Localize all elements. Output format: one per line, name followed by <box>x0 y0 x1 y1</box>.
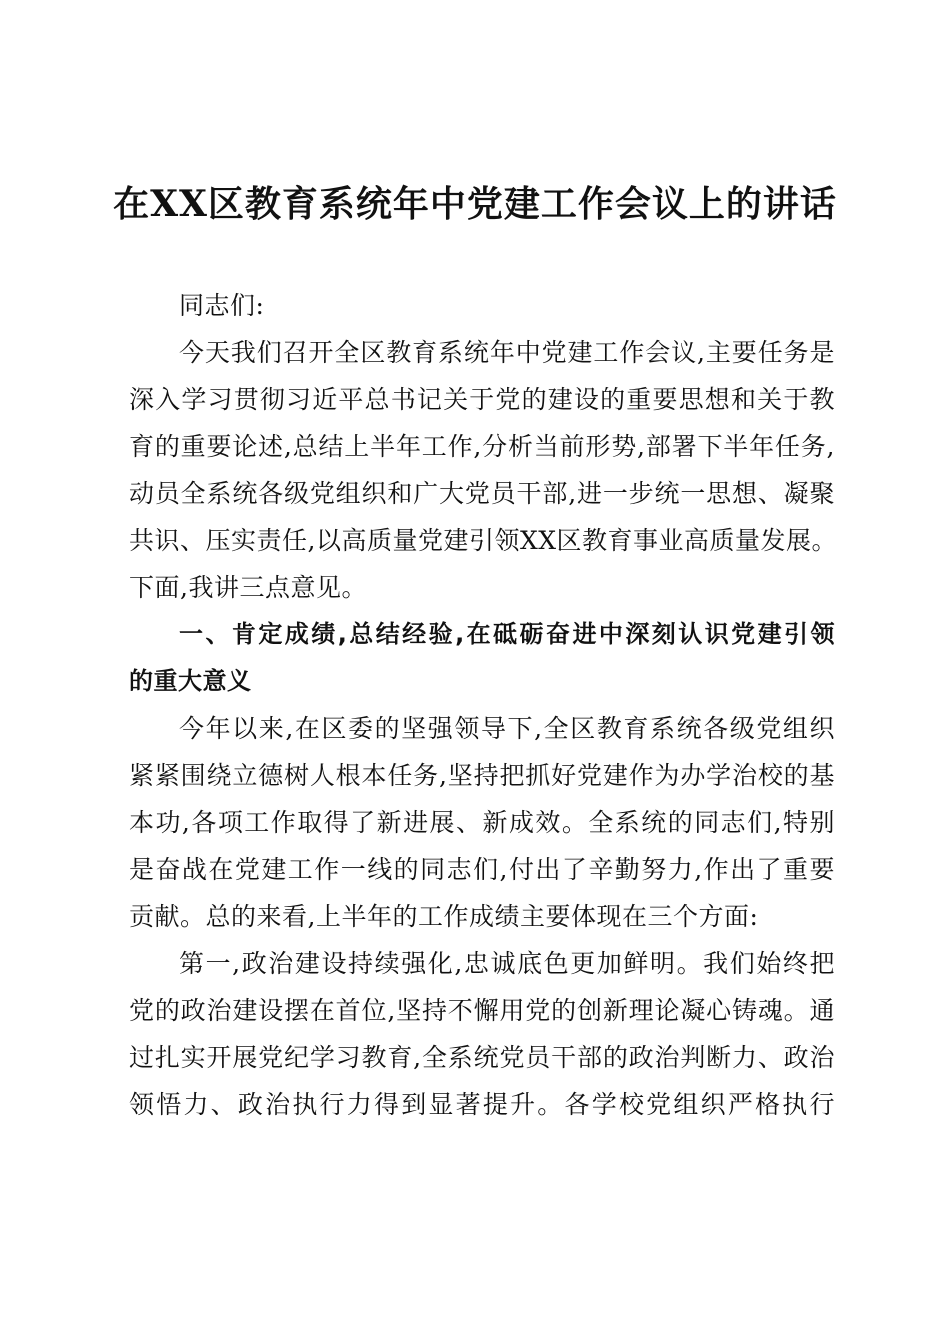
paragraph-line: 第一,政治建设持续强化,忠诚底色更加鲜明。我们始终把 <box>179 949 835 978</box>
paragraph-line: 动员全系统各级党组织和广大党员干部,进一步统一思想、凝聚 <box>129 479 835 508</box>
paragraph-political-building <box>129 940 835 1128</box>
paragraph-line: 党的政治建设摆在首位,坚持不懈用党的创新理论凝心铸魂。通 <box>129 996 835 1025</box>
paragraph-line: 育的重要论述,总结上半年工作,分析当前形势,部署下半年任务, <box>129 432 835 461</box>
paragraph-line: 过扎实开展党纪学习教育,全系统党员干部的政治判断力、政治 <box>129 1043 835 1072</box>
heading-line: 的重大意义 <box>129 667 252 695</box>
paragraph-line: 今年以来,在区委的坚强领导下,全区教育系统各级党组织 <box>179 714 835 743</box>
paragraph-line: 领悟力、政治执行力得到显著提升。各学校党组织严格执行 <box>129 1090 835 1119</box>
section-heading <box>129 611 835 705</box>
paragraph-line: 贡献。总的来看,上半年的工作成绩主要体现在三个方面: <box>129 902 759 931</box>
paragraph-line: 今天我们召开全区教育系统年中党建工作会议,主要任务是 <box>179 338 835 367</box>
document-body <box>129 282 838 1128</box>
page-title: 在XX区教育系统年中党建工作会议上的讲话 <box>113 183 837 225</box>
paragraph-achievements <box>129 705 835 940</box>
paragraph-line: 共识、压实责任,以高质量党建引领XX区教育事业高质量发展。 <box>129 526 838 555</box>
paragraph-line: 紧紧围绕立德树人根本任务,坚持把抓好党建作为办学治校的基 <box>129 761 835 790</box>
paragraph-line: 下面,我讲三点意见。 <box>129 573 367 602</box>
paragraph-opening <box>129 329 838 611</box>
paragraph-line: 本功,各项工作取得了新进展、新成效。全系统的同志们,特别 <box>129 808 835 837</box>
salutation-line: 同志们: <box>179 291 265 320</box>
heading-line: 一、肯定成绩,总结经验,在砥砺奋进中深刻认识党建引领 <box>179 620 835 648</box>
paragraph-line: 深入学习贯彻习近平总书记关于党的建设的重要思想和关于教 <box>129 385 835 414</box>
salutation <box>129 282 835 329</box>
paragraph-line: 是奋战在党建工作一线的同志们,付出了辛勤努力,作出了重要 <box>129 855 835 884</box>
